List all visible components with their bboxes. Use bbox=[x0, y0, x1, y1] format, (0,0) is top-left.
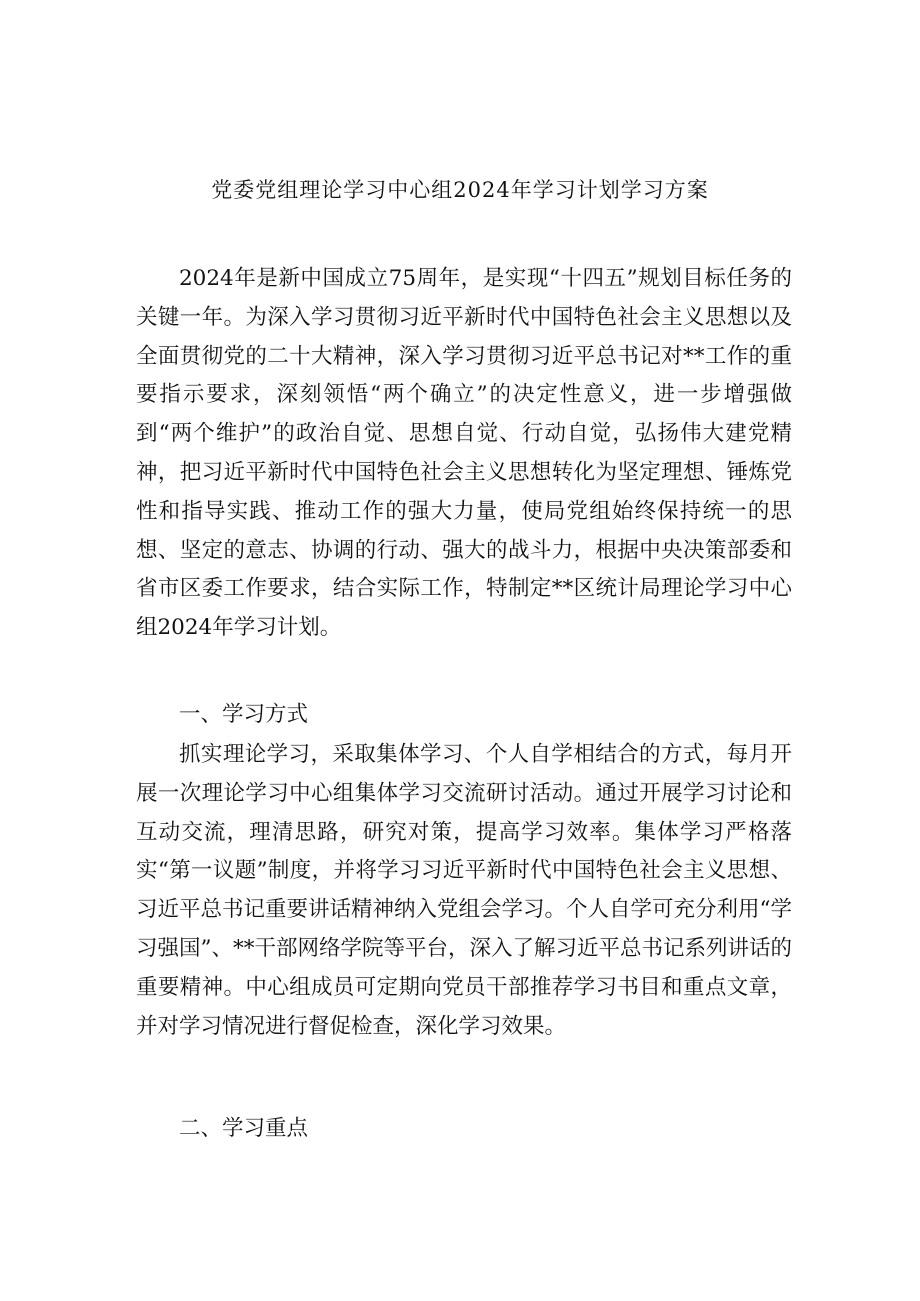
intro-paragraph: 2024年是新中国成立75周年，是实现“十四五”规划目标任务的关键一年。为深入学习贯彻习近平新时代中国特色社会主义思想以及全面贯彻党的二十大精神，深入学习贯彻习近平总书记对**工作的重要指示要求，深刻领悟“两个确立”的决定性意义，进一步增强做到“两个维护”的政治自觉、思想自觉、行动自觉，弘扬伟大建党精神，把习近平新时代中国特色社会主义思想转化为坚定理想、锤炼党性和指导实践、推动工作的强大力量，使局党组始终保持统一的思想、坚定的意志、协调的行动、强大的战斗力，根据中央决策部委和省市区委工作要求，结合实际工作，特制定**区统计局理论学习中心组2024年学习计划。 bbox=[136, 266, 792, 641]
document-title: 党委党组理论学习中心组2024年学习计划学习方案 bbox=[211, 178, 709, 202]
section-1-heading: 一、学习方式 bbox=[179, 702, 309, 727]
section-2-heading: 二、学习重点 bbox=[179, 1116, 309, 1141]
section-1-paragraph: 抓实理论学习，采取集体学习、个人自学相结合的方式，每月开展一次理论学习中心组集体学习交流研讨活动。通过开展学习讨论和互动交流，理清思路，研究对策，提高学习效率。集体学习严格落实“第一议题”制度，并将学习习近平新时代中国特色社会主义思想、习近平总书记重要讲话精神纳入党组会学习。个人自学可充分利用“学习强国”、**干部网络学院等平台，深入了解习近平总书记系列讲话的重要精神。中心组成员可定期向党员干部推荐学习书目和重点文章，并对学习情况进行督促检查，深化学习效果。 bbox=[136, 742, 792, 1039]
